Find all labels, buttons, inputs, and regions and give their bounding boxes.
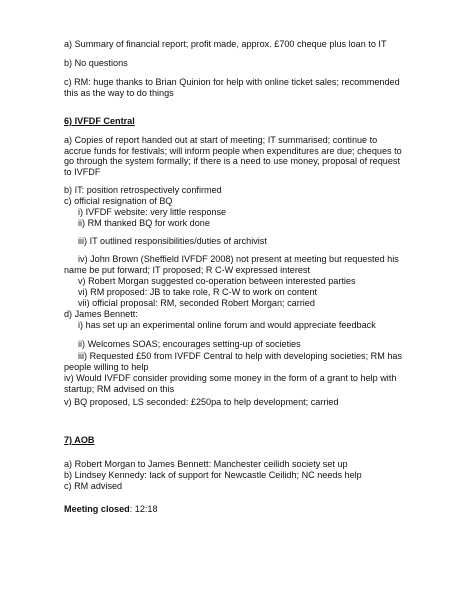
ivfdf-item-a: a) Copies of report handed out at start of meeting; IT summarised; continue to accrue funds for festivals; will inform people when expenditures are due; cheques to go through the system formally; if there is a need to use money, proposal of request to IVFDF bbox=[64, 135, 402, 177]
ivfdf-d-subitem: ii) Welcomes SOAS; encourages setting-up of societies bbox=[78, 339, 301, 349]
aob-item: b) Lindsey Kennedy: lack of support for Newcastle Ceilidh; NC needs help bbox=[64, 470, 362, 480]
aob-item: c) RM advised bbox=[64, 481, 123, 491]
ivfdf-item-d: d) James Bennett: bbox=[64, 309, 138, 319]
section-heading-aob: 7) AOB bbox=[64, 435, 95, 445]
ivfdf-item-b: b) IT: position retrospectively confirmed bbox=[64, 185, 222, 195]
ivfdf-c-subitem: ii) RM thanked BQ for work done bbox=[78, 218, 210, 228]
ivfdf-c-subitem: iv) John Brown (Sheffield IVFDF 2008) not present at meeting but requested his name be put forward; IT proposed; R C-W expressed interest bbox=[64, 254, 399, 275]
ivfdf-d-subitem: iv) Would IVFDF consider providing some money in the form of a grant to help with startup; RM advised on this bbox=[64, 373, 397, 394]
financial-item-c: c) RM: huge thanks to Brian Quinion for help with online ticket sales; recommended this as the way to do things bbox=[64, 77, 400, 98]
ivfdf-c-subitem: iii) IT outlined responsibilities/duties of archivist bbox=[78, 236, 267, 246]
meeting-closed-label: Meeting closed bbox=[64, 504, 130, 514]
financial-item-b: b) No questions bbox=[64, 58, 128, 68]
section-heading-ivfdf-central: 6) IVFDF Central bbox=[64, 116, 135, 126]
meeting-closed bbox=[64, 504, 404, 515]
ivfdf-c-subitem: vii) official proposal: RM, seconded Robert Morgan; carried bbox=[78, 298, 315, 308]
ivfdf-d-subitem: i) has set up an experimental online forum and would appreciate feedback bbox=[78, 320, 376, 330]
meeting-closed-time: : 12:18 bbox=[129, 504, 158, 514]
ivfdf-d-subitem: v) BQ proposed, LS seconded: £250pa to help development; carried bbox=[64, 397, 339, 407]
ivfdf-item-c: c) official resignation of BQ bbox=[64, 196, 173, 206]
ivfdf-c-subitem: i) IVFDF website: very little response bbox=[78, 207, 227, 217]
ivfdf-d-subitem: iii) Requested £50 from IVFDF Central to help with developing societies; RM has people willing to help bbox=[64, 351, 402, 372]
financial-item-a: a) Summary of financial report; profit made, approx. £700 cheque plus loan to IT bbox=[64, 39, 387, 49]
aob-item: a) Robert Morgan to James Bennett: Manchester ceilidh society set up bbox=[64, 459, 348, 469]
ivfdf-c-subitem: vi) RM proposed: JB to take role, R C-W to work on content bbox=[78, 287, 318, 297]
ivfdf-c-subitem: v) Robert Morgan suggested co-operation between interested parties bbox=[78, 276, 356, 286]
